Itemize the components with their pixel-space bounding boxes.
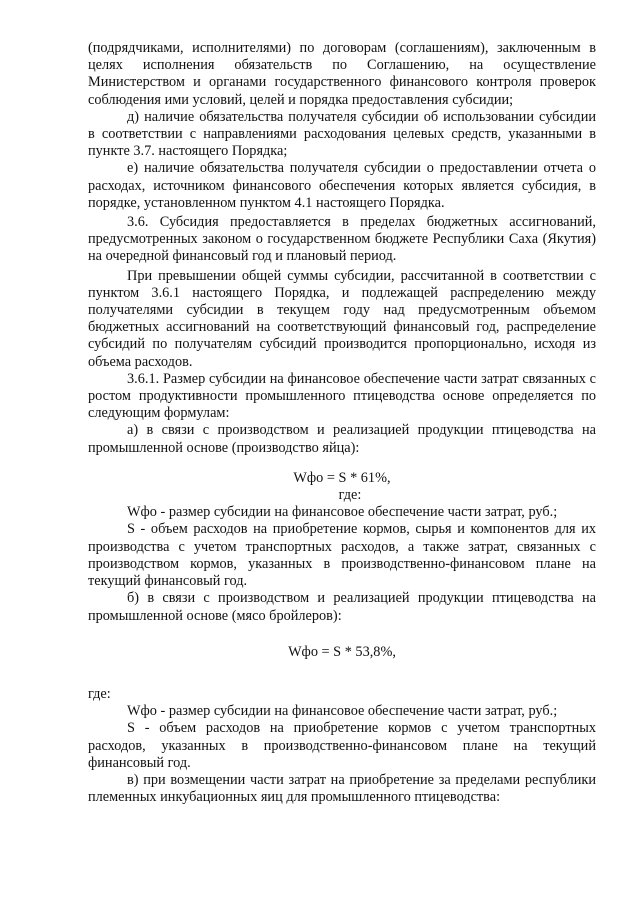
formula-broilers: Wфо = S * 53,8%,: [288, 643, 396, 660]
formula-eggs: Wфо = S * 61%,: [293, 469, 391, 486]
paragraph-item-e: е) наличие обязательства получателя субсидии о предоставлении отчета о расходах, источником финансового обеспечения которых является субсидия, в порядке, установленном пунктом 4.1 настоящего Порядка.: [88, 160, 596, 211]
definition-s-2: S - объем расходов на приобретение кормов с учетом транспортных расходов, указанных в производственно-финансовом плане на текущий финансовый год.: [88, 720, 596, 771]
definition-wfo-1: Wфо - размер субсидии на финансовое обеспечение части затрат, руб.;: [127, 504, 558, 521]
definition-wfo-2: Wфо - размер субсидии на финансовое обеспечение части затрат, руб.;: [127, 703, 558, 720]
paragraph-item-b: б) в связи с производством и реализацией продукции птицеводства на промышленной основе (мясо бройлеров):: [88, 590, 596, 624]
paragraph-3-6-1: 3.6.1. Размер субсидии на финансовое обеспечение части затрат связанных с ростом продуктивности промышленного птицеводства основе определяется по следующим формулам:: [88, 370, 596, 422]
where-label-2: где:: [88, 685, 111, 702]
where-label-1: где:: [338, 487, 362, 504]
paragraph-item-a: а) в связи с производством и реализацией продукции птицеводства на промышленной основе (производство яйца):: [88, 422, 596, 456]
paragraph-item-v: в) при возмещении части затрат на приобретение за пределами республики племенных инкубационных яиц для промышленного птицеводства:: [88, 771, 596, 806]
paragraph-item-d: д) наличие обязательства получателя субсидии об использовании субсидии в соответствии с направлениями расходования целевых средств, указанными в пункте 3.7. настоящего Порядка;: [88, 108, 596, 160]
definition-s-1: S - объем расходов на приобретение кормов, сырья и компонентов для их производства с учетом транспортных расходов, а также затрат, связанных с производством кормов, указанных в производственно-финансовом плане на текущий финансовый год.: [88, 521, 596, 590]
paragraph-3-6: 3.6. Субсидия предоставляется в пределах бюджетных ассигнований, предусмотренных законом о государственном бюджете Республики Саха (Якутия) на очередной финансовый год и плановый период.: [88, 214, 596, 265]
document-page: [88, 40, 596, 806]
paragraph-excess: При превышении общей суммы субсидии, рассчитанной в соответствии с пунктом 3.6.1 настоящего Порядка, и подлежащей распределению между получателями субсидии в текущем году над предусмотренным объемом бюджетных ассигнований на соответствующий финансовый год, распределение субсидий по получателям субсидий производится пропорционально, исходя из объема расходов.: [88, 267, 596, 370]
paragraph-continuation: (подрядчиками, исполнителями) по договорам (соглашениям), заключенным в целях исполнения обязательств по Соглашению, на осуществление Министерством и органами государственного финансового контроля проверок соблюдения ими условий, целей и порядка предоставления субсидии;: [88, 40, 596, 108]
